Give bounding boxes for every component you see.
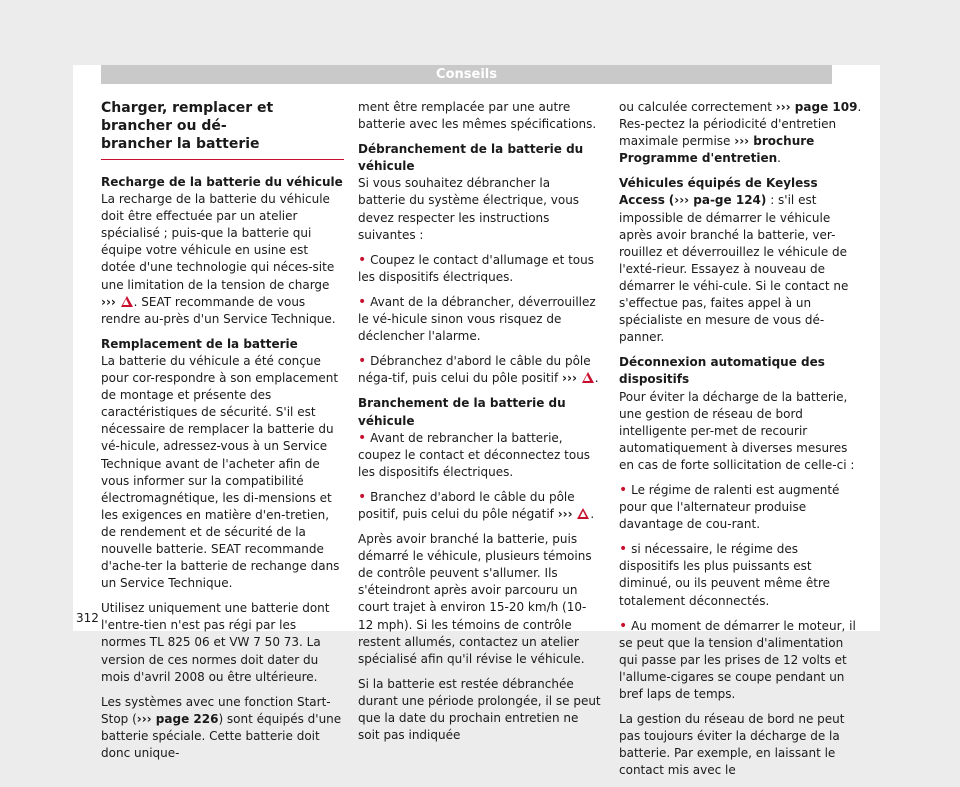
bullet-icon: • [358, 488, 367, 505]
heading-auto-disconnect: Déconnexion automatique des dispositifs [619, 355, 825, 387]
bullet-icon: • [358, 293, 367, 310]
paragraph-keyless: Véhicules équipés de Keyless Access (››› pa-ge 124) : s'il est impossible de démarrer le véhicule après avoir branché la batterie, ver-rouillez et déverrouillez le véhicule de l'exté-rieur. Essayez à nouveau de démarrer le véhi-cule. Si le contact ne s'effectue pas, faites appel à un spécialiste en mesure de vous dé-panner. [619, 176, 849, 345]
bullet-icon: • [619, 541, 628, 558]
warning-icon[interactable] [121, 296, 133, 307]
list-item: • Avant de rebrancher la batterie, coupez le contact et déconnectez tous les dispositifs électriques. [358, 429, 591, 479]
link-arrow[interactable]: ››› [101, 294, 116, 309]
link-arrow[interactable]: ››› [557, 506, 573, 521]
list-item: • Au moment de démarrer le moteur, il se peut que la tension d'alimentation qui passe par les prises de 12 volts et l'allume-cigares se coupe pendant un bref laps de temps. [619, 617, 856, 701]
link-maintenance-brochure[interactable]: ››› brochure Programme d'entretien [619, 134, 815, 166]
paragraph-after-connect: Après avoir branché la batterie, puis démarré le véhicule, plusieurs témoins de contrôle peuvent s'allumer. Ils s'éteindront après avoir parcouru un court trajet à environ 15-20 km/h (10-12 mph). Si les témoins de contrôle restent allumés, contactez un atelier spécialisé afin qu'il révise le véhicule. [358, 532, 592, 666]
heading-replace: Remplacement de la batterie [101, 336, 298, 351]
list-item: • Coupez le contact d'allumage et tous les dispositifs électriques. [358, 251, 594, 284]
column-3 [619, 99, 862, 787]
paragraph-replace: La batterie du véhicule a été conçue pour cor-respondre à son emplacement de montage et présente des caractéristiques de sécurité. S'il est nécessaire de remplacer la batterie du vé-hicule, adressez-vous à un Service Technique avant de l'acheter afin de vous informer sur la compatibilité électromagnétique, les di-mensions et les exigences en matière d'en-tretien, de rendement et de sécurité de la nouvelle batterie. SEAT recommande d'ache-ter la batterie de rechange dans un Service Technique. [101, 353, 340, 591]
heading-connect: Branchement de la batterie du véhicule [358, 396, 566, 428]
link-page-109[interactable]: ››› page 109 [775, 100, 858, 114]
list-item: • Débranchez d'abord le câble du pôle néga-tif, puis celui du pôle positif ››› . [358, 353, 599, 386]
paragraph-startstop: Les systèmes avec une fonction Start-Stop (››› page 226) sont équipés d'une batterie spéciale. Cette batterie doit donc unique- [101, 694, 342, 760]
bullet-icon: • [619, 617, 628, 634]
page-number: 312 [76, 611, 99, 625]
column-2 [358, 99, 601, 752]
list-item: • Le régime de ralenti est augmenté pour que l'alternateur produise davantage de cou-rant. [619, 481, 840, 532]
paragraph-auto: Pour éviter la décharge de la batterie, une gestion de réseau de bord intelligente per-met de recourir automatiquement à diverses mesures en cas de forte sollicitation de celle-ci : [619, 389, 855, 472]
heading-disconnect: Débranchement de la batterie du véhicule [358, 142, 584, 174]
paragraph-disconnect: Si vous souhaitez débrancher la batterie du système électrique, vous devez respecter les instructions suivantes : [358, 176, 580, 242]
warning-icon[interactable] [577, 508, 589, 519]
section-header: Conseils [101, 65, 832, 84]
list-item: • si nécessaire, le régime des dispositifs les plus puissants est diminué, ou ils peuvent même être totalement déconnectés. [619, 541, 831, 608]
paragraph-long-disconnect: Si la batterie est restée débranchée durant une période prolongée, il se peut que la date du prochain entretien ne soit pas indiquée [358, 676, 601, 743]
warning-icon[interactable] [582, 372, 594, 383]
column-1 [101, 99, 344, 770]
bullet-icon: • [358, 429, 367, 446]
link-arrow[interactable]: ››› [562, 371, 577, 386]
paragraph-continued: ment être remplacée par une autre batterie avec les mêmes spécifications. [358, 100, 597, 132]
link-page-124[interactable]: (››› pa-ge 124) [668, 193, 767, 208]
paragraph-last: La gestion du réseau de bord ne peut pas toujours éviter la décharge de la batterie. Par exemple, en laissant le contact mis avec le [619, 712, 845, 778]
list-item: • Branchez d'abord le câble du pôle positif, puis celui du pôle négatif ››› . [358, 488, 595, 521]
link-page-226[interactable]: ››› page 226 [136, 711, 219, 726]
title-line-2: brancher la batterie [101, 136, 260, 152]
paragraph-recharge: La recharge de la batterie du véhicule doit être effectuée par un atelier spécialisé ; puis-que la batterie qui équipe votre véhicule en usine est dotée d'une technologie qui néces-site une limitation de la tension de charge ››› . SEAT recommande de vous rendre au-près d'un Service Technique. [101, 192, 336, 326]
bullet-icon: • [358, 353, 367, 370]
bullet-icon: • [358, 251, 367, 268]
heading-recharge: Recharge de la batterie du véhicule [101, 175, 343, 189]
manual-page [73, 65, 880, 778]
paragraph-norms: Utilisez uniquement une batterie dont l'entre-tien n'est pas régi par les normes TL 825 06 et VW 7 50 73. La version de ces normes doit dater du mois d'avril 2008 ou être ultérieure. [101, 601, 330, 684]
paragraph-continued: ou calculée correctement ››› page 109. Res-pectez la périodicité d'entretien maximale permise ››› brochure Programme d'entretien. [619, 100, 862, 166]
list-item: • Avant de la débrancher, déverrouillez le vé-hicule sinon vous risquez de déclencher l'alarme. [358, 293, 596, 344]
title-line-1: Charger, remplacer et brancher ou dé- [101, 100, 274, 134]
bullet-icon: • [619, 481, 628, 498]
section-title [101, 99, 344, 160]
